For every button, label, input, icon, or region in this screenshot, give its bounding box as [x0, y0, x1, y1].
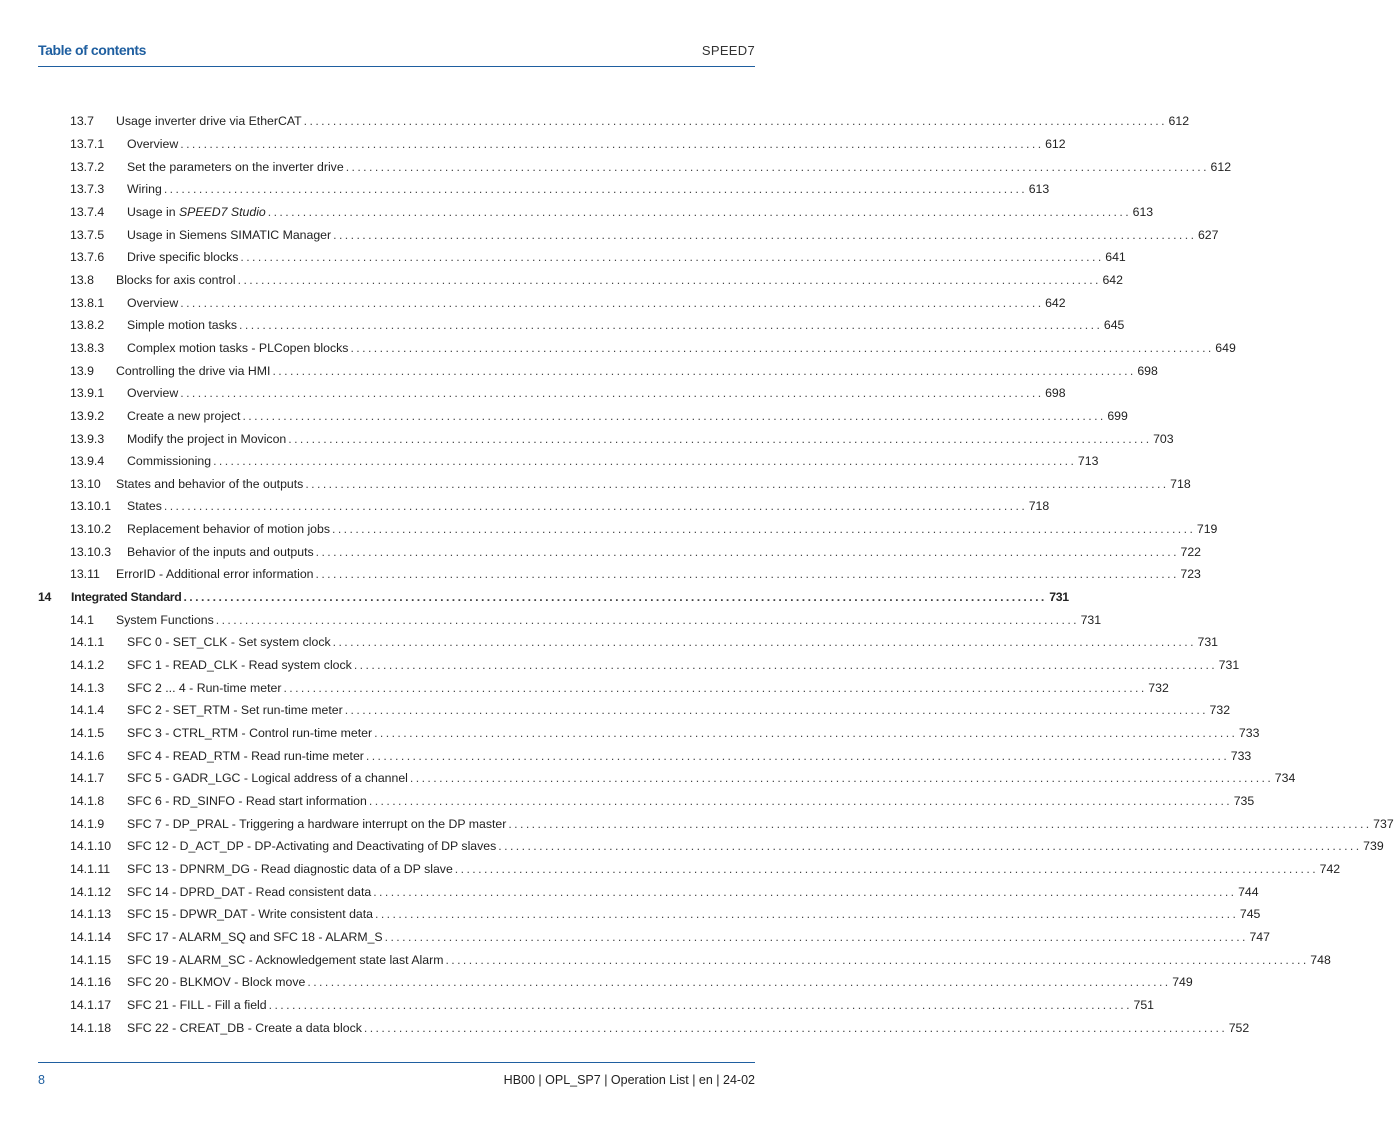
- toc-entry-title: Wiring: [127, 182, 162, 197]
- toc-entry-number: 14.1.5: [70, 726, 105, 741]
- toc-entry[interactable]: [38, 495, 1050, 518]
- toc-entry-number: 14.1.17: [70, 997, 112, 1012]
- toc-dot-leader: [374, 726, 1234, 740]
- toc-dot-leader: [164, 499, 1024, 513]
- toc-entry[interactable]: [38, 201, 1154, 224]
- toc-entry[interactable]: [38, 926, 1270, 949]
- toc-entry-title: SFC 20 - BLKMOV - Block move: [127, 975, 306, 990]
- toc-entry-number: 14.1.7: [70, 771, 105, 786]
- toc-entry-page: 749: [1172, 975, 1193, 990]
- toc-dot-leader: [238, 273, 1098, 287]
- toc-entry[interactable]: [38, 337, 1236, 360]
- toc-dot-leader: [213, 454, 1073, 468]
- toc-entry-number: 14.1.18: [70, 1020, 112, 1035]
- toc-entry[interactable]: [38, 744, 1252, 767]
- toc-dot-leader: [350, 341, 1210, 355]
- page-header: [38, 40, 755, 62]
- toc-entry-page: 722: [1180, 544, 1202, 559]
- toc-entry[interactable]: [38, 586, 1069, 609]
- toc-dot-leader: [304, 114, 1164, 128]
- toc-dot-leader: [333, 228, 1193, 242]
- toc-entry-title: SFC 3 - CTRL_RTM - Control run-time meter: [127, 726, 373, 741]
- footer-divider: [38, 1062, 755, 1063]
- toc-dot-leader: [305, 477, 1165, 491]
- toc-dot-leader: [180, 296, 1040, 310]
- toc-entry-number: 14.1.4: [70, 703, 105, 718]
- toc-dot-leader: [316, 567, 1176, 581]
- toc-entry-number: 13.9.1: [70, 386, 105, 401]
- toc-entry-page: 747: [1249, 929, 1270, 944]
- toc-entry-number: 14: [38, 590, 52, 605]
- toc-entry-title: Commissioning: [127, 454, 212, 469]
- toc-entry-page: 642: [1045, 295, 1066, 310]
- toc-entry-page: 698: [1045, 386, 1066, 401]
- toc-dot-leader: [272, 364, 1132, 378]
- toc-entry-number: 14.1.15: [70, 952, 112, 967]
- toc-entry[interactable]: [38, 858, 1341, 881]
- toc-dot-leader: [180, 386, 1040, 400]
- toc-entry-title: SFC 13 - DPNRM_DG - Read diagnostic data of a DP slave: [127, 861, 453, 876]
- toc-dot-leader: [455, 862, 1315, 876]
- toc-dot-leader: [216, 613, 1076, 627]
- toc-entry[interactable]: [38, 971, 1193, 994]
- toc-entry[interactable]: [38, 246, 1126, 269]
- toc-entry[interactable]: [38, 722, 1260, 745]
- toc-dot-leader: [164, 182, 1024, 196]
- footer-page-number: 8: [38, 1073, 45, 1087]
- toc-entry-page: 737: [1373, 816, 1394, 831]
- toc-entry[interactable]: [38, 654, 1240, 677]
- toc-entry[interactable]: [38, 178, 1050, 201]
- toc-dot-leader: [375, 907, 1235, 921]
- toc-entry-page: 733: [1230, 748, 1252, 763]
- toc-entry-page: 627: [1197, 227, 1219, 242]
- toc-entry-page: 751: [1133, 997, 1155, 1012]
- toc-dot-leader: [239, 318, 1099, 332]
- toc-entry[interactable]: [38, 540, 1202, 563]
- toc-dot-leader: [332, 522, 1192, 536]
- toc-entry-title-emphasis: SPEED7 Studio: [178, 204, 266, 219]
- toc-entry-number: 13.7.5: [70, 227, 105, 242]
- toc-entry[interactable]: [38, 110, 1190, 133]
- toc-entry-page: 713: [1077, 454, 1099, 469]
- toc-entry[interactable]: [38, 291, 1066, 314]
- toc-dot-leader: [307, 975, 1167, 989]
- header-title: Table of contents: [38, 42, 147, 58]
- toc-entry-title: ErrorID - Additional error information: [116, 567, 314, 582]
- toc-entry-page: 703: [1153, 431, 1174, 446]
- toc-entry-number: 13.9.4: [70, 454, 105, 469]
- toc-entry-title: SFC 19 - ALARM_SC - Acknowledgement state last Alarm: [127, 952, 444, 967]
- toc-entry[interactable]: [38, 405, 1128, 428]
- toc-entry-title: SFC 2 - SET_RTM - Set run-time meter: [127, 703, 343, 718]
- toc-entry[interactable]: [38, 948, 1331, 971]
- toc-entry-number: 14.1.16: [70, 975, 112, 990]
- toc-entry-title: Set the parameters on the inverter drive: [127, 159, 344, 174]
- toc-entry-title: SFC 6 - RD_SINFO - Read start information: [127, 794, 367, 809]
- toc-dot-leader: [354, 658, 1214, 672]
- toc-entry[interactable]: [38, 880, 1259, 903]
- toc-entry-number: 14.1.9: [70, 816, 105, 831]
- toc-entry-number: 13.8.2: [70, 318, 105, 333]
- toc-entry[interactable]: [38, 314, 1125, 337]
- toc-entry-title: SFC 7 - DP_PRAL - Triggering a hardware interrupt on the DP master: [127, 816, 507, 831]
- toc-entry-page: 731: [1197, 635, 1219, 650]
- toc-entry-page: 641: [1105, 250, 1126, 265]
- toc-entry-page: 731: [1080, 612, 1102, 627]
- toc-entry-number: 13.10.2: [70, 522, 112, 537]
- toc-dot-leader: [240, 250, 1100, 264]
- toc-entry-number: 13.7.6: [70, 250, 105, 265]
- toc-entry-page: 612: [1045, 136, 1066, 151]
- toc-entry-number: 13.9.2: [70, 408, 105, 423]
- toc-entry[interactable]: [38, 155, 1232, 178]
- toc-entry[interactable]: [38, 767, 1296, 790]
- toc-entry-title: SFC 15 - DPWR_DAT - Write consistent data: [127, 907, 374, 922]
- toc-entry[interactable]: [38, 518, 1218, 541]
- toc-entry-title: Complex motion tasks - PLCopen blocks: [127, 340, 349, 355]
- toc-entry[interactable]: [38, 903, 1261, 926]
- toc-dot-leader: [346, 160, 1206, 174]
- toc-entry-number: 14.1.1: [70, 635, 105, 650]
- toc-entry-page: 732: [1148, 680, 1169, 695]
- toc-entry-page: 734: [1274, 771, 1296, 786]
- toc-entry[interactable]: [38, 994, 1155, 1017]
- toc-entry[interactable]: [38, 631, 1219, 654]
- toc-entry[interactable]: [38, 359, 1158, 382]
- toc-entry[interactable]: [38, 1016, 1250, 1039]
- toc-entry-page: 642: [1102, 272, 1123, 287]
- toc-dot-leader: [364, 1021, 1224, 1035]
- toc-entry-title: Create a new project: [127, 408, 241, 423]
- toc-entry-page: 745: [1239, 907, 1261, 922]
- toc-entry-number: 14.1.10: [70, 839, 112, 854]
- toc-entry-page: 732: [1209, 703, 1231, 718]
- toc-dot-leader: [269, 998, 1129, 1012]
- toc-entry-page: 698: [1137, 363, 1158, 378]
- toc-entry-page: 718: [1170, 476, 1191, 491]
- table-of-contents: [38, 110, 1394, 1039]
- toc-dot-leader: [268, 205, 1128, 219]
- header-brand: SPEED7: [701, 43, 755, 58]
- toc-dot-leader: [369, 794, 1229, 808]
- toc-entry-title: SFC 0 - SET_CLK - Set system clock: [127, 635, 331, 650]
- toc-entry-title: Replacement behavior of motion jobs: [127, 522, 331, 537]
- toc-entry-number: 13.9.3: [70, 431, 105, 446]
- toc-entry-page: 719: [1196, 522, 1218, 537]
- toc-entry-number: 14.1.11: [70, 861, 111, 876]
- toc-dot-leader: [445, 953, 1305, 967]
- toc-entry-number: 13.8.1: [70, 295, 105, 310]
- toc-entry-number: 13.7.1: [70, 136, 105, 151]
- toc-entry[interactable]: [38, 427, 1174, 450]
- toc-entry-number: 13.8: [70, 272, 94, 287]
- toc-dot-leader: [498, 839, 1358, 853]
- toc-entry-number: 14.1.2: [70, 658, 105, 673]
- toc-entry-title: Behavior of the inputs and outputs: [127, 544, 314, 559]
- toc-dot-leader: [366, 749, 1226, 763]
- toc-entry-page: 739: [1363, 839, 1384, 854]
- toc-entry-title: Integrated Standard: [71, 590, 182, 605]
- toc-entry-page: 731: [1049, 590, 1069, 605]
- toc-entry-page: 733: [1238, 726, 1260, 741]
- toc-entry-number: 14.1.12: [70, 884, 112, 899]
- toc-entry-title: Overview: [127, 295, 179, 310]
- toc-entry-number: 13.7: [70, 114, 94, 129]
- toc-entry-number: 14.1.14: [70, 929, 112, 944]
- toc-entry-title: States: [127, 499, 162, 514]
- toc-entry-number: 13.7.3: [70, 182, 105, 197]
- toc-entry[interactable]: [38, 812, 1394, 835]
- toc-entry-number: 14.1.13: [70, 907, 112, 922]
- toc-entry-number: 13.8.3: [70, 340, 105, 355]
- toc-entry-title: SFC 22 - CREAT_DB - Create a data block: [127, 1020, 362, 1035]
- toc-entry[interactable]: [38, 563, 1201, 586]
- toc-entry-page: 612: [1210, 159, 1232, 174]
- toc-entry-title: SFC 17 - ALARM_SQ and SFC 18 - ALARM_S: [127, 929, 383, 944]
- toc-entry-page: 723: [1180, 567, 1201, 582]
- toc-dot-leader: [373, 885, 1233, 899]
- toc-entry[interactable]: [38, 450, 1099, 473]
- toc-entry-title: Modify the project in Movicon: [127, 431, 287, 446]
- toc-entry-page: 699: [1107, 408, 1128, 423]
- toc-entry-number: 14.1: [70, 612, 94, 627]
- toc-entry-number: 13.7.2: [70, 159, 105, 174]
- toc-entry-number: 13.9: [70, 363, 94, 378]
- toc-dot-leader: [508, 817, 1368, 831]
- toc-entry-page: 645: [1103, 318, 1125, 333]
- toc-dot-leader: [333, 635, 1193, 649]
- toc-entry[interactable]: [38, 676, 1169, 699]
- toc-entry-page: 613: [1132, 204, 1154, 219]
- toc-dot-leader: [345, 703, 1205, 717]
- toc-entry-page: 735: [1233, 794, 1255, 809]
- toc-entry[interactable]: [38, 790, 1255, 813]
- toc-entry[interactable]: [38, 269, 1123, 292]
- toc-entry-title: SFC 12 - D_ACT_DP - DP-Activating and Deactivating of DP slaves: [127, 839, 497, 854]
- toc-entry-title-prefix: Usage in: [127, 204, 179, 219]
- toc-entry-number: 14.1.3: [70, 680, 105, 695]
- toc-entry-number: 14.1.8: [70, 794, 105, 809]
- toc-entry-number: 13.7.4: [70, 204, 105, 219]
- toc-entry-title: Blocks for axis control: [116, 272, 236, 287]
- toc-entry-title: System Functions: [116, 612, 214, 627]
- toc-entry-page: 612: [1168, 114, 1190, 129]
- toc-entry-page: 744: [1238, 884, 1259, 899]
- toc-entry-title: SFC 1 - READ_CLK - Read system clock: [127, 658, 352, 673]
- toc-entry-title: SFC 14 - DPRD_DAT - Read consistent data: [127, 884, 372, 899]
- toc-entry-title: Overview: [127, 136, 179, 151]
- toc-entry-page: 613: [1028, 182, 1050, 197]
- toc-entry-page: 752: [1228, 1020, 1250, 1035]
- toc-entry-number: 13.10.3: [70, 544, 112, 559]
- toc-entry[interactable]: [38, 133, 1066, 156]
- toc-entry-title: Usage inverter drive via EtherCAT: [116, 114, 302, 129]
- toc-entry-number: 14.1.6: [70, 748, 105, 763]
- toc-dot-leader: [183, 590, 1043, 604]
- toc-entry[interactable]: [38, 835, 1384, 858]
- toc-entry[interactable]: [38, 223, 1219, 246]
- toc-entry-number: 13.10: [70, 476, 101, 491]
- toc-entry[interactable]: [38, 473, 1191, 496]
- toc-entry[interactable]: [38, 608, 1102, 631]
- toc-entry-title: SFC 2 ... 4 - Run-time meter: [127, 680, 282, 695]
- toc-entry-page: 748: [1310, 952, 1331, 967]
- toc-entry-page: 649: [1215, 340, 1236, 355]
- toc-entry-number: 13.11: [70, 567, 100, 582]
- toc-dot-leader: [316, 545, 1176, 559]
- toc-entry-title: SFC 4 - READ_RTM - Read run-time meter: [127, 748, 364, 763]
- header-divider: [38, 66, 755, 67]
- footer-document-reference: HB00 | OPL_SP7 | Operation List | en | 24-02: [503, 1073, 755, 1087]
- toc-entry[interactable]: [38, 699, 1231, 722]
- toc-entry-title: Simple motion tasks: [127, 318, 238, 333]
- toc-entry-page: 742: [1319, 861, 1341, 876]
- toc-entry-title: Usage in Siemens SIMATIC Manager: [127, 227, 332, 242]
- toc-dot-leader: [288, 432, 1148, 446]
- toc-entry-title: SFC 21 - FILL - Fill a field: [127, 997, 267, 1012]
- toc-entry-number: 13.10.1: [70, 499, 112, 514]
- toc-dot-leader: [410, 771, 1270, 785]
- toc-dot-leader: [242, 409, 1102, 423]
- toc-entry-page: 718: [1028, 499, 1050, 514]
- toc-dot-leader: [385, 930, 1245, 944]
- toc-entry-title: Controlling the drive via HMI: [116, 363, 271, 378]
- toc-entry-title: Overview: [127, 386, 179, 401]
- toc-entry-title: SFC 5 - GADR_LGC - Logical address of a channel: [127, 771, 408, 786]
- toc-dot-leader: [283, 681, 1143, 695]
- toc-entry-title: Drive specific blocks: [127, 250, 239, 265]
- toc-entry-title: [127, 205, 266, 219]
- toc-entry[interactable]: [38, 382, 1066, 405]
- toc-dot-leader: [180, 137, 1040, 151]
- toc-entry-title: States and behavior of the outputs: [116, 476, 304, 491]
- toc-entry-page: 731: [1218, 658, 1240, 673]
